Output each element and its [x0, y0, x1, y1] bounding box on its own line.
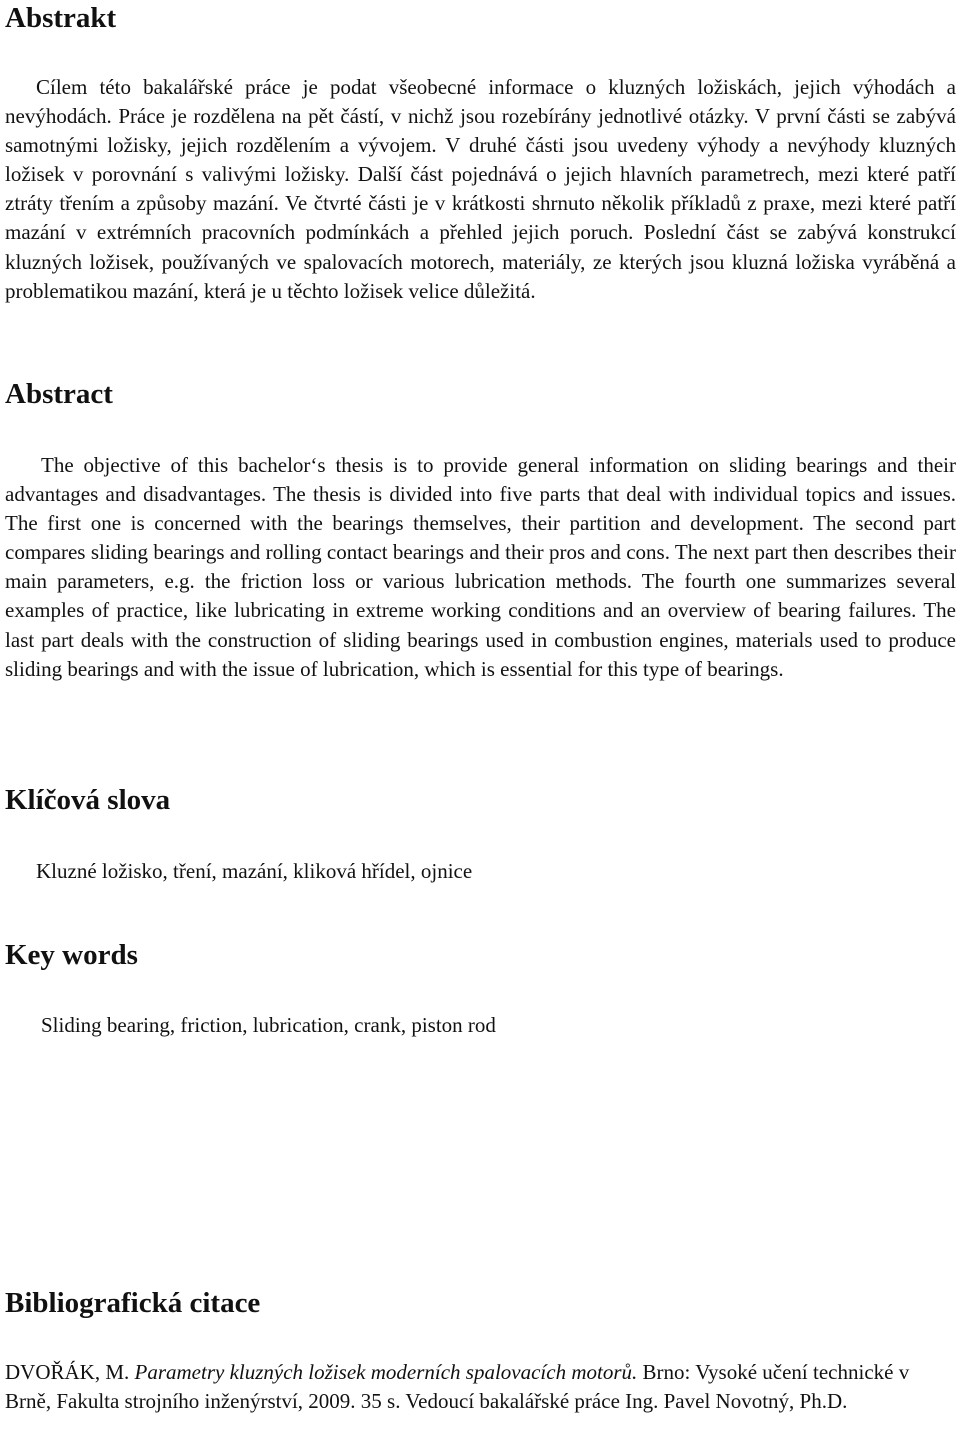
- key-words-heading: Key words: [5, 939, 138, 971]
- abstract-heading: Abstract: [5, 378, 113, 410]
- key-words-text: Sliding bearing, friction, lubrication, crank, piston rod: [41, 1013, 496, 1037]
- abstrakt-heading: Abstrakt: [5, 2, 117, 34]
- abstract-paragraph: The objective of this bachelor‘s thesis is to provide general information on sliding bearings and their advantages and disadvantages. The thesis is divided into five parts that deal with individual topics and issues. The first one is concerned with the bearings themselves, their partition and development. The second part compares sliding bearings and rolling contact bearings and their pros and cons. The next part then describes their main parameters, e.g. the friction loss or various lubrication methods. The fourth one summarizes several examples of practice, like lubricating in extreme working conditions and an overview of bearing failures. The last part deals with the construction of sliding bearings used in combustion engines, materials used to produce sliding bearings and with the issue of lubrication, which is essential for this type of bearings.: [5, 453, 956, 681]
- abstrakt-paragraph: Cílem této bakalářské práce je podat všeobecné informace o kluzných ložiskách, jejich výhodách a nevýhodách. Práce je rozdělena na pět částí, v nichž jsou rozebírány jednotlivé otázky. V první části se zabývá samotnými ložisky, jejich rozdělením a vývojem. V druhé části jsou uvedeny výhody a nevýhody kluzných ložisek v porovnání s valivými ložisky. Další část pojednává o jejich hlavních parametrech, mezi které patří ztráty třením a způsoby mazání. Ve čtvrté části je v krátkosti shrnuto několik příkladů z praxe, mezi které patří mazání v extrémních pracovních podmínkách a přehled jejich poruch. Poslední část se zabývá konstrukcí kluzných ložisek, používaných ve spalovacích motorech, materiály, ze kterých jsou kluzná ložiska vyráběná a problematikou mazání, která je u těchto ložisek velice důležitá.: [5, 75, 956, 303]
- citation-paragraph: [5, 1358, 956, 1416]
- klicova-slova-heading: Klíčová slova: [5, 784, 171, 816]
- bibliograficka-citace-heading: Bibliografická citace: [5, 1287, 261, 1319]
- klicova-slova-text: Kluzné ložisko, tření, mazání, kliková hřídel, ojnice: [36, 859, 473, 883]
- citation-author: DVOŘÁK, M.: [5, 1360, 130, 1384]
- citation-details: Brno: Vysoké učení technické v Brně, Fakulta strojního inženýrství, 2009. 35 s. Vedoucí bakalářské práce Ing. Pavel Novotný, Ph.D.: [5, 1360, 910, 1413]
- citation-title: Parametry kluzných ložisek moderních spalovacích motorů.: [134, 1360, 638, 1384]
